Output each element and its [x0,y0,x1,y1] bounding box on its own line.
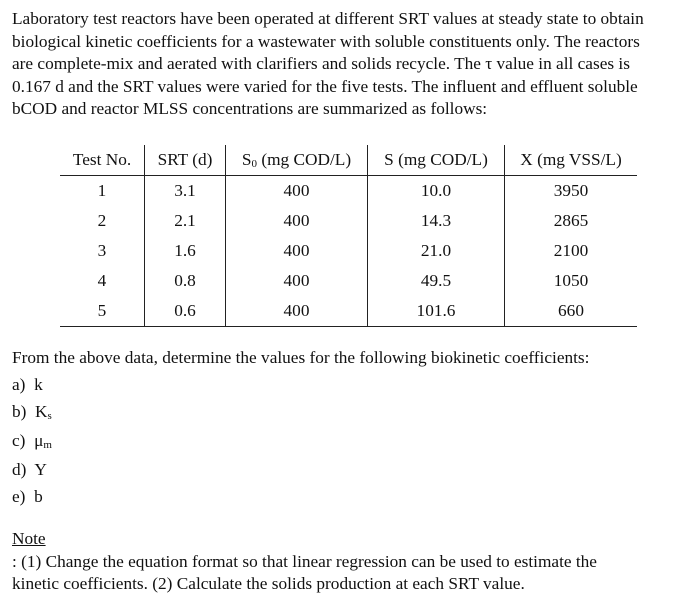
cell-test-no: 1 [97,181,107,200]
note-line-1: Note : (1) Change the equation format so that linear regression can be used to estimate the [12,528,688,573]
cell-so: 400 [226,206,368,236]
option-ks: b) $K_s$ [12,402,52,422]
coefficient-list [12,371,52,510]
cell-so: 400 [226,236,368,266]
note-text [12,528,688,596]
header-test-no: Test No. [60,145,145,176]
problem-intro [12,8,688,121]
cell-srt: 1.6 [145,236,226,266]
cell-so: 400 [226,176,368,207]
option-y: d) Y [12,460,47,479]
header-srt: SRT (d) [145,145,226,176]
cell-s: 10.0 [368,176,505,207]
header-s: S (mg COD/L) [368,145,505,176]
test-results-table [60,145,637,327]
cell-srt: 2.1 [145,206,226,236]
cell-s: 21.0 [368,236,505,266]
note-label: Note [12,529,46,548]
option-k: a) k [12,375,43,394]
cell-srt: 0.6 [145,296,226,327]
note-line-2: kinetic coefficients. (2) Calculate the solids production at each SRT value. [12,574,525,593]
cell-x: 1050 [505,266,638,296]
cell-x: 2865 [505,206,638,236]
table-row [60,296,637,327]
option-b: e) b [12,487,43,506]
cell-srt: 0.8 [145,266,226,296]
table-header-row [60,145,637,176]
question-text: From the above data, determine the values for the following biokinetic coefficients: [12,348,590,367]
table-row [60,206,637,236]
cell-s: 101.6 [368,296,505,327]
option-mu-m: c) $\mu_m$ [12,431,52,451]
cell-test-no: 4 [97,271,107,290]
cell-srt: 3.1 [145,176,226,207]
header-so: $S_0$ (mg COD/L) [226,145,368,176]
cell-so: 400 [226,266,368,296]
table-row [60,176,637,207]
cell-x: 3950 [505,176,638,207]
intro-line: 0.167 d and the SRT values were varied for the five tests. The influent and effluent soluble [12,76,638,96]
intro-line: biological kinetic coefficients for a wastewater with soluble constituents only. The reactors [12,31,640,51]
table-row [60,266,637,296]
intro-line: are complete-mix and aerated with clarifiers and solids recycle. The τ value in all cases is [12,54,630,73]
cell-s: 49.5 [368,266,505,296]
intro-line: Laboratory test reactors have been operated at different SRT values at steady state to obtain [12,9,644,28]
cell-test-no: 3 [97,241,107,260]
cell-x: 2100 [505,236,638,266]
intro-line: bCOD and reactor MLSS concentrations are summarized as follows: [12,99,488,118]
table-row [60,236,637,266]
cell-s: 14.3 [368,206,505,236]
cell-test-no: 2 [97,211,107,230]
cell-so: 400 [226,296,368,327]
cell-test-no: 5 [60,296,145,327]
header-x: X (mg VSS/L) [505,145,638,176]
cell-x: 660 [505,296,638,327]
